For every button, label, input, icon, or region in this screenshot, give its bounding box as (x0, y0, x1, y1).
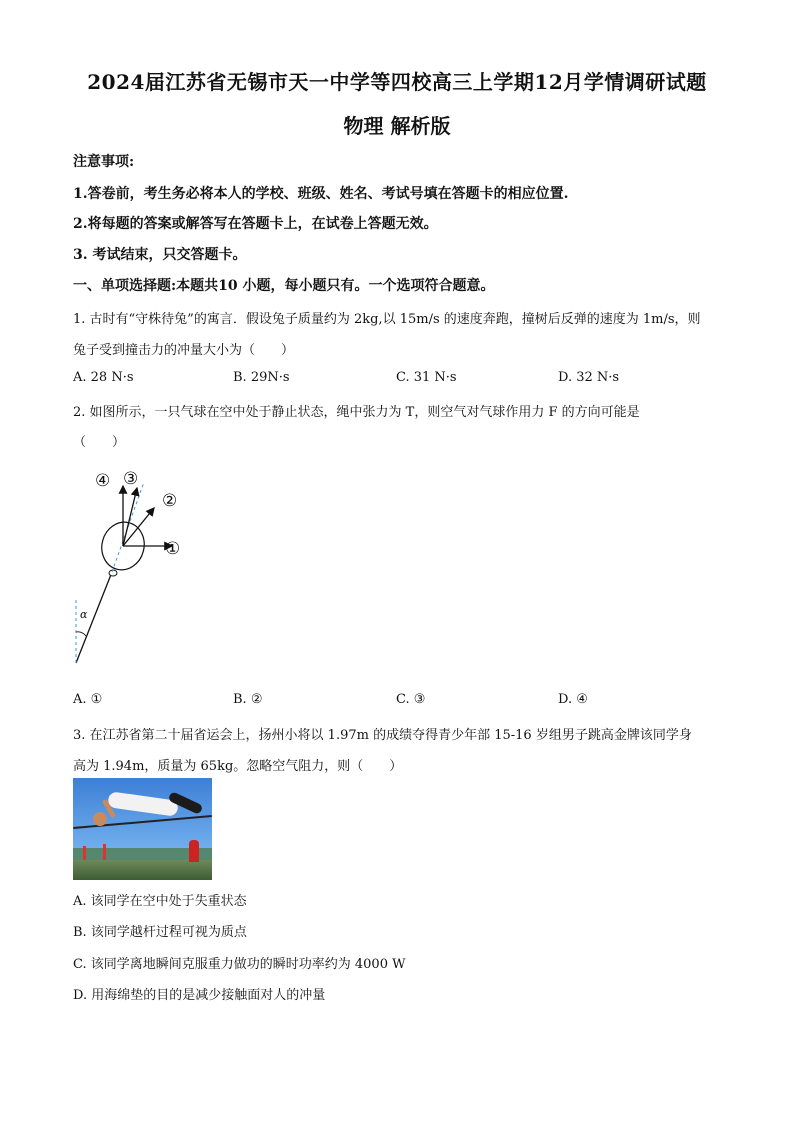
question-1-option-c: C. 31 N·s (396, 370, 457, 385)
high-jump-photo (73, 778, 212, 880)
question-3-option-d: D. 用海绵垫的目的是减少接触面对人的冲量 (73, 988, 326, 1003)
exam-subtitle: 物理 解析版 (343, 114, 451, 138)
question-1-option-b: B. 29N·s (233, 370, 290, 385)
question-3-stem: 3. 在江苏省第二十届省运会上，扬州小将以 1.97m 的成绩夺得青少年部 15-16 岁组男子跳高金牌该同学身 (73, 728, 692, 743)
notice-heading: 注意事项: (73, 154, 135, 170)
balloon-force-diagram (66, 460, 196, 670)
question-2-option-a: A. ① (73, 692, 103, 707)
question-1-option-d: D. 32 N·s (558, 370, 620, 385)
label-3: ③ (123, 469, 139, 489)
label-1: ① (165, 539, 181, 559)
section-heading: 一、单项选择题:本题共10 小题，每小题只有。一个选项符合题意。 (73, 278, 495, 294)
angle-arc (76, 632, 86, 636)
notice-item: 2.将每题的答案或解答写在答题卡上，在试卷上答题无效。 (73, 216, 438, 232)
question-2-option-c: C. ③ (396, 692, 426, 707)
question-1-option-a: A. 28 N·s (73, 370, 134, 385)
exam-title: 2024届江苏省无锡市天一中学等四校高三上学期12月学情调研试题 (87, 70, 707, 94)
balloon-knot (109, 570, 117, 576)
question-2-option-d: D. ④ (558, 692, 588, 707)
alpha-label: α (80, 608, 88, 621)
question-3-stem: 高为 1.94m，质量为 65kg。忽略空气阻力，则（ ） (73, 759, 403, 774)
question-2-stem: （ ） (73, 435, 126, 450)
label-2: ② (162, 491, 178, 511)
question-1-stem: 1. 古时有“守株待兔”的寓言．假设兔子质量约为 2kg,以 15m/s 的速度奔跑，撞树后反弹的速度为 1m/s，则 (73, 312, 701, 327)
label-4: ④ (95, 471, 111, 491)
question-1-stem: 兔子受到撞击力的冲量大小为（ ） (73, 343, 295, 358)
notice-item: 1.答卷前，考生务必将本人的学校、班级、姓名、考试号填在答题卡的相应位置. (73, 186, 569, 202)
question-3-option-b: B. 该同学越杆过程可视为质点 (73, 925, 247, 940)
question-2-option-b: B. ② (233, 692, 263, 707)
question-3-option-c: C. 该同学离地瞬间克服重力做功的瞬时功率约为 4000 W (73, 957, 406, 972)
question-2-stem: 2. 如图所示，一只气球在空中处于静止状态，绳中张力为 T，则空气对气球作用力 F 的方向可能是 (73, 405, 640, 420)
notice-item: 3. 考试结束，只交答题卡。 (73, 247, 247, 263)
question-3-option-a: A. 该同学在空中处于失重状态 (73, 894, 247, 909)
